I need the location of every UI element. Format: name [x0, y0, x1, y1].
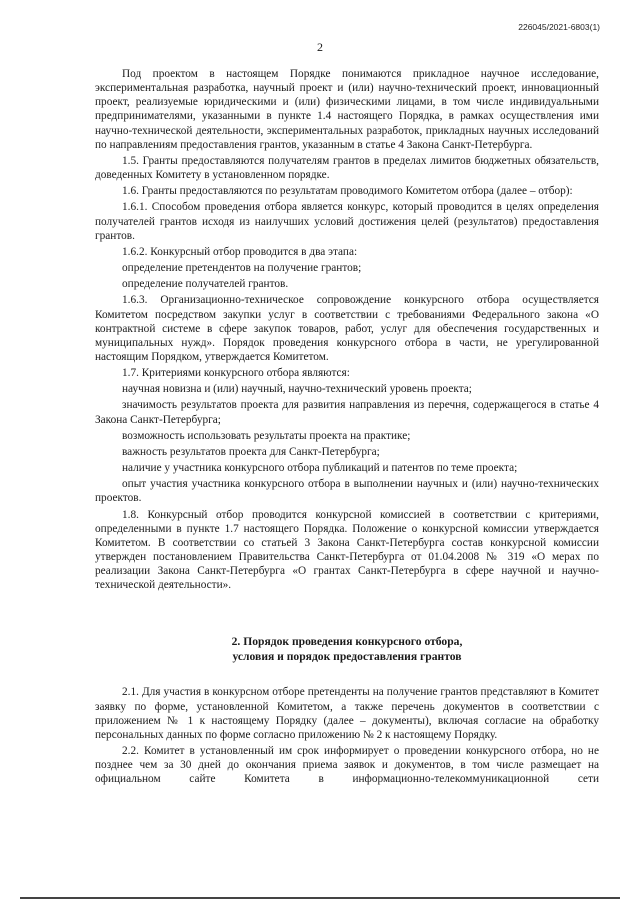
- section-2-heading: [95, 634, 599, 664]
- paragraph-2-2: 2.2. Комитет в установленный им срок информирует о проведении конкурсного отбора, но не позднее чем за 30 дней до окончания приема заявок и документов, в том числе размещает на официальном сайте Комитета в информационно-телекоммуникационной сети: [95, 745, 599, 786]
- document-registration-number: 226045/2021-6803(1): [518, 22, 600, 32]
- paragraph-2-1: 2.1. Для участия в конкурсном отборе претенденты на получение грантов представляют в Комитет заявку по форме, установленной Комитетом, а также перечень документов в соответствии с приложением № 1 к настоящему Порядку (далее – документы), включая согласие на обработку персональных данных по форме согласно приложению № 2 к настоящему Порядку.: [95, 686, 599, 741]
- list-item-criterion-importance: важность результатов проекта для Санкт-Петербурга;: [122, 445, 380, 458]
- page-bottom-edge-line: [20, 897, 620, 899]
- paragraph-1-6: 1.6. Гранты предоставляются по результатам проводимого Комитетом отбора (далее – отбор):: [122, 185, 573, 198]
- list-item-criterion-novelty: научная новизна и (или) научный, научно-технический уровень проекта;: [122, 383, 472, 396]
- paragraph-project-definition: Под проектом в настоящем Порядке понимаются прикладное научное исследование, экспериментальная разработка, научный проект и (или) научно-технический проект, инновационный проект, реализуемые юридическими и (или) физическими лицами, в том числе индивидуальными предпринимателями, указанными в пункте 1.4 настоящего Порядка, в рамках осуществления ими научно-технической деятельности, экспериментальных разработок, прикладных научных исследований по направлениям предоставления грантов, указанным в статье 4 Закона Санкт-Петербурга.: [95, 68, 599, 151]
- list-item-criterion-practical-use: возможность использовать результаты проекта на практике;: [122, 429, 411, 442]
- page-number: 2: [317, 40, 323, 54]
- paragraph-1-8: 1.8. Конкурсный отбор проводится конкурсной комиссией в соответствии с критериями, определенными в пункте 1.7 настоящего Порядка. Положение о конкурсной комиссии утверждается Комитетом. В соответствии со статьей 3 Закона Санкт-Петербурга состав конкурсной комиссии утвержден постановлением Правительства Санкт-Петербурга от 01.04.2008 № 319 «О мерах по реализации Закона Санкт-Петербурга «О грантах Санкт-Петербурга в сфере научной и научно-технической деятельности».: [95, 508, 599, 592]
- paragraph-1-6-1: 1.6.1. Способом проведения отбора является конкурс, который проводится в целях определения получателей грантов исходя из наилучших условий достижения целей (результатов) предоставления грантов.: [95, 201, 599, 242]
- list-item-criterion-publications: наличие у участника конкурсного отбора публикаций и патентов по теме проекта;: [122, 462, 518, 475]
- paragraph-1-6-2: 1.6.2. Конкурсный отбор проводится в два этапа:: [122, 245, 358, 258]
- list-item-stage-2: определение получателей грантов.: [122, 278, 289, 291]
- paragraph-1-7: 1.7. Критериями конкурсного отбора являются:: [122, 367, 350, 380]
- paragraph-1-5: 1.5. Гранты предоставляются получателям грантов в пределах лимитов бюджетных обязательств, доведенных Комитету в установленном порядке.: [95, 154, 599, 182]
- list-item-criterion-significance: значимость результатов проекта для развития направления из перечня, содержащегося в статье 4 Закона Санкт-Петербурга;: [95, 399, 599, 426]
- document-body: [95, 67, 599, 787]
- list-item-criterion-experience: опыт участия участника конкурсного отбора в выполнении научных и (или) научно-технических проектов.: [95, 478, 599, 505]
- paragraph-1-6-3: 1.6.3. Организационно-техническое сопровождение конкурсного отбора осуществляется Комитетом посредством закупки услуг в соответствии с требованиями Федерального закона «О контрактной системе в сфере закупок товаров, работ, услуг для обеспечения государственных и муниципальных нужд». Порядок проведения конкурсного отбора в части, не урегулированной настоящим Порядком, утверждается Комитетом.: [95, 294, 599, 363]
- section-2-heading-line-1: 2. Порядок проведения конкурсного отбора,: [231, 635, 463, 649]
- section-2-heading-line-2: условия и порядок предоставления грантов: [232, 650, 462, 664]
- list-item-stage-1: определение претендентов на получение грантов;: [122, 262, 362, 275]
